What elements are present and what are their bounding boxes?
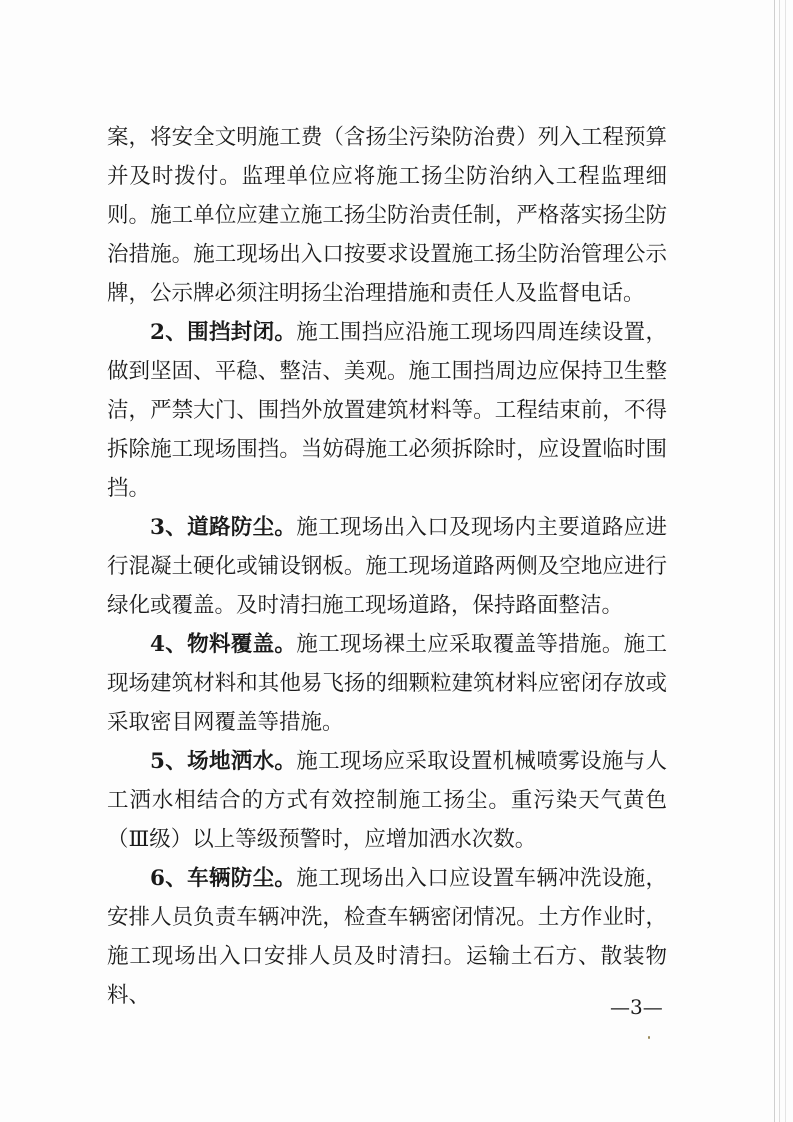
paragraph-sprinkling [107, 742, 667, 859]
scan-speck [648, 1036, 650, 1039]
document-body [107, 118, 667, 1015]
paragraph-heading: 2、围挡封闭。 [150, 320, 297, 345]
paragraph-material-cover [107, 625, 667, 742]
paragraph-fencing [107, 313, 667, 508]
paragraph-continuation [107, 118, 667, 313]
scan-edge-line [774, 0, 775, 1122]
paragraph-text: 施工现场应采取设置机械喷雾设施与人工洒水相结合的方式有效控制施工扬尘。重污染天气黄色（Ⅲ级）以上等级预警时，应增加洒水次数。 [107, 749, 667, 852]
paragraph-text: 施工围挡应沿施工现场四周连续设置，做到坚固、平稳、整洁、美观。施工围挡周边应保持卫生整洁，严禁大门、围挡外放置建筑材料等。工程结束前，不得拆除施工现场围挡。当妨碍施工必须拆除时，应设置临时围挡。 [107, 320, 667, 501]
scan-edge-line [779, 0, 780, 1122]
paragraph-road-dust [107, 508, 667, 625]
page-number: —3— [610, 995, 663, 1019]
paragraph-heading: 6、车辆防尘。 [150, 866, 297, 891]
paragraph-text: 施工现场出入口及现场内主要道路应进行混凝土硬化或铺设钢板。施工现场道路两侧及空地应进行绿化或覆盖。及时清扫施工现场道路，保持路面整洁。 [107, 515, 667, 618]
scan-edge-line [785, 0, 786, 1122]
paragraph-text: 案，将安全文明施工费（含扬尘污染防治费）列入工程预算并及时拨付。监理单位应将施工扬尘防治纳入工程监理细则。施工单位应建立施工扬尘防治责任制，严格落实扬尘防治措施。施工现场出入口按要求设置施工扬尘防治管理公示牌，公示牌必须注明扬尘治理措施和责任人及监督电话。 [107, 125, 667, 306]
paragraph-heading: 3、道路防尘。 [150, 515, 297, 540]
paragraph-heading: 4、物料覆盖。 [150, 632, 297, 657]
paragraph-text: 施工现场裸土应采取覆盖等措施。施工现场建筑材料和其他易飞扬的细颗粒建筑材料应密闭存放或采取密目网覆盖等措施。 [107, 632, 667, 735]
paragraph-heading: 5、场地洒水。 [150, 749, 297, 774]
paragraph-text: 施工现场出入口应设置车辆冲洗设施，安排人员负责车辆冲洗，检查车辆密闭情况。土方作业时，施工现场出入口安排人员及时清扫。运输土石方、散装物料、 [107, 866, 667, 1008]
paragraph-vehicle-dust [107, 859, 667, 1015]
